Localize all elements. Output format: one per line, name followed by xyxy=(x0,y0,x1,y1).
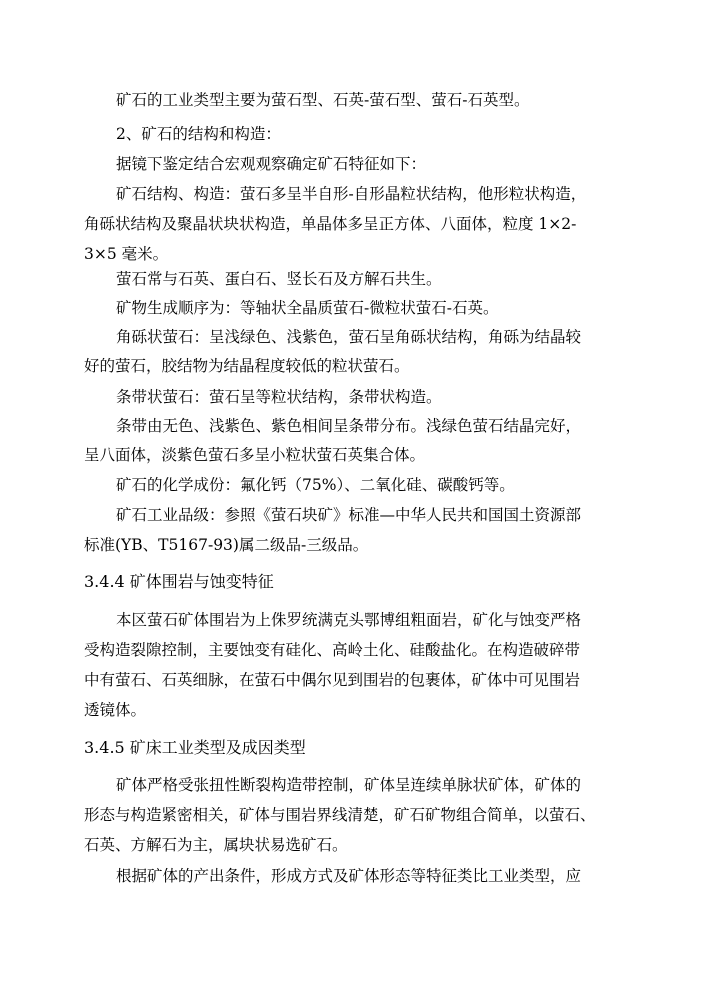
paragraph-line: 据镜下鉴定结合宏观观察确定矿石特征如下： xyxy=(116,155,427,173)
paragraph-line: 3×5 毫米。 xyxy=(84,245,169,263)
paragraph-line: 矿石工业品级：参照《萤石块矿》标准—中华人民共和国国土资源部 xyxy=(116,506,582,524)
paragraph-line: 透镜体。 xyxy=(84,701,147,719)
section-heading-3-4-5: 3.4.5 矿床工业类型及成因类型 xyxy=(84,738,306,757)
paragraph-line: 矿物生成顺序为：等轴状全晶质萤石-微粒状萤石-石英。 xyxy=(116,299,499,317)
paragraph-line: 角砾状结构及聚晶状块状构造，单晶体多呈正方体、八面体，粒度 1×2- xyxy=(84,215,577,233)
paragraph-line: 好的萤石，胶结物为结晶程度较低的粒状萤石。 xyxy=(84,357,410,375)
paragraph-line: 本区萤石矿体围岩为上侏罗统满克头鄂博组粗面岩，矿化与蚀变严格 xyxy=(116,611,582,629)
paragraph-line: 条带由无色、浅紫色、紫色相间呈条带分布。浅绿色萤石结晶完好， xyxy=(116,417,582,435)
ore-industrial-type-line: 矿石的工业类型主要为萤石型、石英-萤石型、萤石-石英型。 xyxy=(116,91,530,109)
section-heading-3-4-4: 3.4.4 矿体围岩与蚀变特征 xyxy=(84,572,274,591)
paragraph-line: 角砾状萤石：呈浅绿色、浅紫色，萤石呈角砾状结构，角砾为结晶较 xyxy=(116,328,582,346)
paragraph-line: 呈八面体，淡紫色萤石多呈小粒状萤石英集合体。 xyxy=(84,446,426,464)
paragraph-line: 石英、方解石为主，属块状易选矿石。 xyxy=(84,836,348,854)
paragraph-line: 矿石的化学成份：氟化钙（75%）、二氧化硅、碳酸钙等。 xyxy=(116,476,515,494)
paragraph-line: 受构造裂隙控制，主要蚀变有硅化、高岭土化、硅酸盐化。在构造破碎带 xyxy=(84,641,581,659)
ore-structure-subheading: 2、矿石的结构和构造： xyxy=(116,125,281,143)
paragraph-line: 根据矿体的产出条件，形成方式及矿体形态等特征类比工业类型，应 xyxy=(116,867,582,885)
paragraph-line: 形态与构造紧密相关，矿体与围岩界线清楚，矿石矿物组合简单，以萤石、 xyxy=(84,806,596,824)
paragraph-line: 萤石常与石英、蛋白石、竖长石及方解石共生。 xyxy=(116,270,442,288)
paragraph-line: 条带状萤石：萤石呈等粒状结构，条带状构造。 xyxy=(116,388,442,406)
paragraph-line: 中有萤石、石英细脉，在萤石中偶尔见到围岩的包裹体，矿体中可见围岩 xyxy=(84,671,581,689)
paragraph-line: 矿体严格受张扭性断裂构造带控制，矿体呈连续单脉状矿体，矿体的 xyxy=(116,776,582,794)
paragraph-line: 矿石结构、构造：萤石多呈半自形-自形晶粒状结构，他形粒状构造， xyxy=(116,185,587,203)
paragraph-line: 标准(YB、T5167-93)属二级品-三级品。 xyxy=(84,536,369,554)
